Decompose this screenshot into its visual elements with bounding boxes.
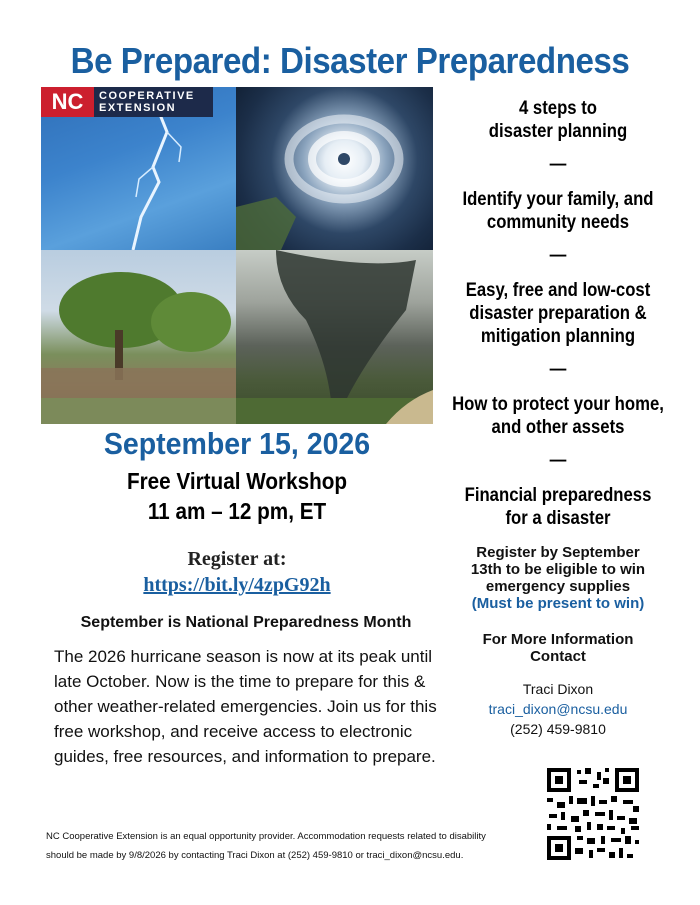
separator: —	[549, 154, 567, 175]
more-info-heading: For More Information Contact	[482, 631, 634, 665]
description-text: The 2026 hurricane season is now at its peak until late October. Now is the time to prepare for this & other weather-related emergencies. Join us for this free workshop, and receive access to electronic guides, free resources, and information to prepare.	[54, 647, 437, 766]
event-details	[61, 466, 414, 526]
separator: —	[549, 450, 567, 471]
contact-name: Traci Dixon	[522, 681, 594, 697]
steps-list	[448, 97, 668, 530]
contact-phone: (252) 459-9810	[510, 721, 606, 737]
contact-email[interactable]: traci_dixon@ncsu.edu	[488, 701, 628, 717]
preparedness-month-heading: September is National Preparedness Month	[80, 614, 412, 631]
nc-cooperative-extension-logo	[41, 87, 213, 117]
step-item: How to protect your home, and other assets	[452, 394, 664, 438]
disaster-photo-collage	[41, 87, 433, 424]
step-item: Identify your family, and community needs	[462, 189, 654, 233]
steps-column	[433, 97, 683, 530]
contact-details	[433, 679, 683, 739]
event-date: September 15, 2026	[103, 426, 371, 461]
equal-opportunity-footer: NC Cooperative Extension is an equal opportunity provider. Accommodation requests related to disability should be made by 9/8/2026 by contacting Traci Dixon at (252) 459-9810 or traci_dixon@ncsu.edu.	[46, 831, 486, 861]
page-title: Be Prepared: Disaster Preparedness	[70, 40, 630, 81]
steps-heading: 4 steps to disaster planning	[488, 98, 628, 142]
register-block	[41, 546, 433, 598]
separator: —	[549, 359, 567, 380]
register-label: Register at:	[187, 548, 287, 570]
qr-code-icon[interactable]	[545, 766, 641, 862]
must-be-present-note: (Must be present to win)	[471, 595, 645, 612]
logo-abbr: NC	[41, 87, 94, 117]
event-type: Free Virtual Workshop	[126, 468, 348, 494]
flooded-tree-photo	[41, 250, 236, 424]
hurricane-satellite-photo	[236, 87, 433, 250]
event-time: 11 am – 12 pm, ET	[147, 498, 327, 524]
register-by-notice: Register by September 13th to be eligible to win emergency supplies (Must be present to win)	[433, 544, 683, 612]
tornado-photo	[236, 250, 433, 424]
logo-text: COOPERATIVE EXTENSION	[99, 90, 195, 114]
separator: —	[549, 245, 567, 266]
register-link[interactable]: https://bit.ly/4zpG92h	[143, 574, 331, 596]
step-item: Financial preparedness for a disaster	[464, 485, 652, 529]
step-item: Easy, free and low-cost disaster preparation & mitigation planning	[465, 280, 651, 347]
